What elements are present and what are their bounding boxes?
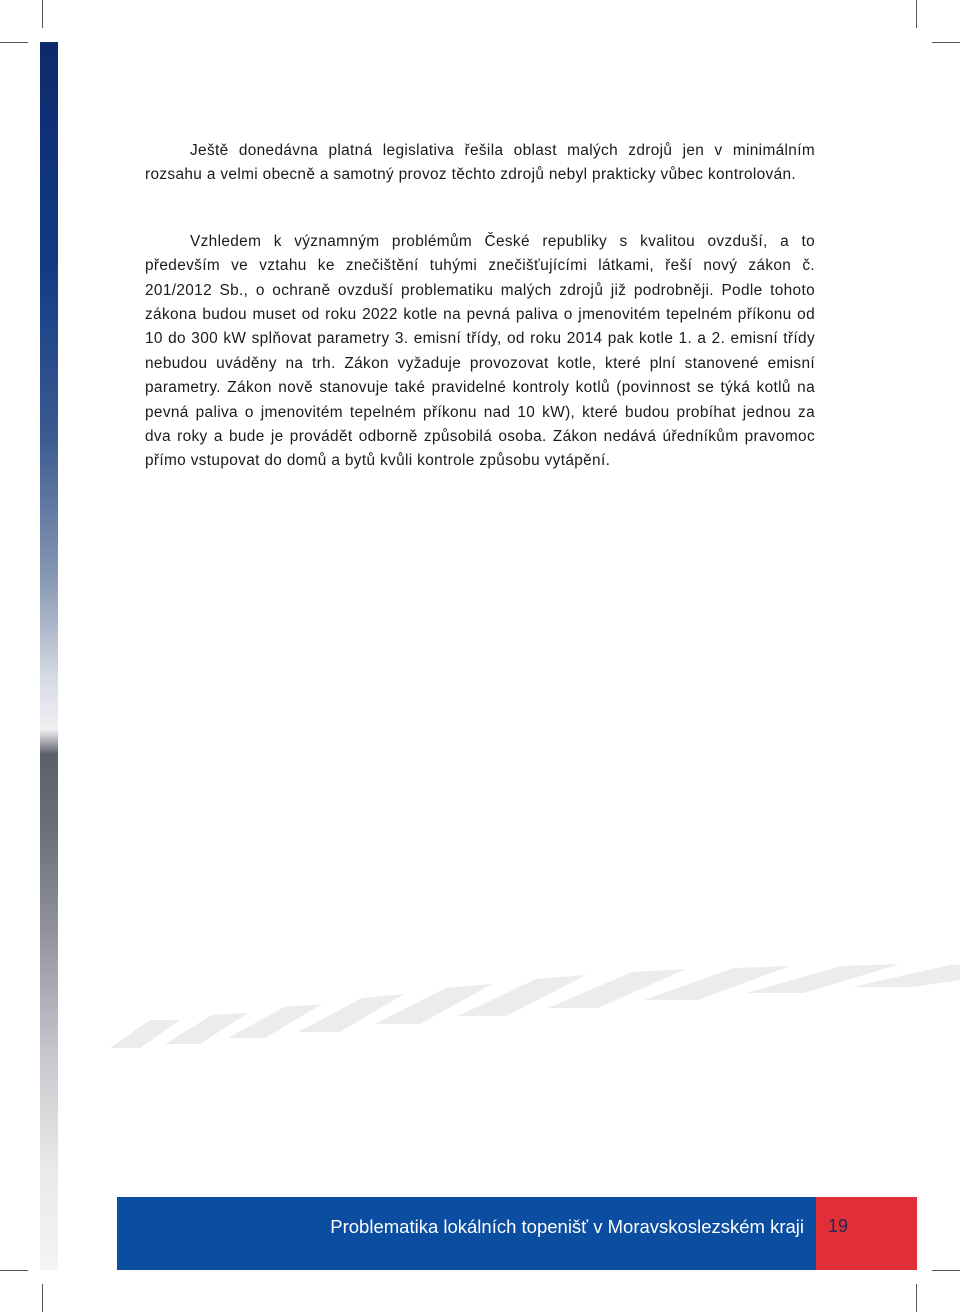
- footer-title-area: [117, 1197, 816, 1270]
- crop-mark-bottom-right-h: [932, 1270, 960, 1271]
- crop-mark-top-left-v: [42, 0, 43, 28]
- crop-mark-bottom-right-v: [916, 1284, 917, 1312]
- footer-page-area: [816, 1197, 917, 1270]
- paragraph-2: Vzhledem k významným problémům České republiky s kvalitou ovzduší, a to především ve vztahu ke znečištění tuhými znečišťujícími látkami, řeší nový zákon č. 201/2012 Sb., o ochraně ovzduší problematiku malých zdrojů již podrobněji. Podle tohoto zákona budou muset od roku 2022 kotle na pevná paliva o jmenovitém tepelném příkonu od 10 do 300 kW splňovat parametry 3. emisní třídy, od roku 2014 pak kotle 1. a 2. emisní třídy nebudou uváděny na trh. Zákon vyžaduje provozovat kotle, které plní stanovené emisní parametry. Zákon nově stanovuje také pravidelné kontroly kotlů (povinnost se týká kotlů na pevná paliva o jmenovitém tepelném příkonu nad 10 kW), které budou probíhat jednou za dva roky a bude je provádět odborně způsobilá osoba. Zákon nedává úředníkům pravomoc přímo vstupovat do domů a bytů kvůli kontrole způsobu vytápění.: [145, 232, 815, 470]
- crop-mark-bottom-left-h: [0, 1270, 28, 1271]
- footer-bar: [117, 1197, 917, 1270]
- decorative-stripes: [100, 960, 960, 1080]
- page-number: 19: [828, 1216, 849, 1236]
- paragraph-gap: [145, 188, 815, 230]
- footer-title: Problematika lokálních topenišť v Moravskoslezském kraji: [330, 1216, 804, 1237]
- paragraph-1: Ještě donedávna platná legislativa řešila oblast malých zdrojů jen v minimálním rozsahu a velmi obecně a samotný provoz těchto zdrojů nebyl prakticky vůbec kontrolován.: [145, 142, 815, 184]
- crop-mark-top-left-h: [0, 42, 28, 43]
- body-text: [145, 139, 815, 474]
- crop-mark-top-right-h: [932, 42, 960, 43]
- crop-mark-bottom-left-v: [42, 1284, 43, 1312]
- crop-mark-top-right-v: [916, 0, 917, 28]
- decorative-side-bar: [40, 42, 58, 1270]
